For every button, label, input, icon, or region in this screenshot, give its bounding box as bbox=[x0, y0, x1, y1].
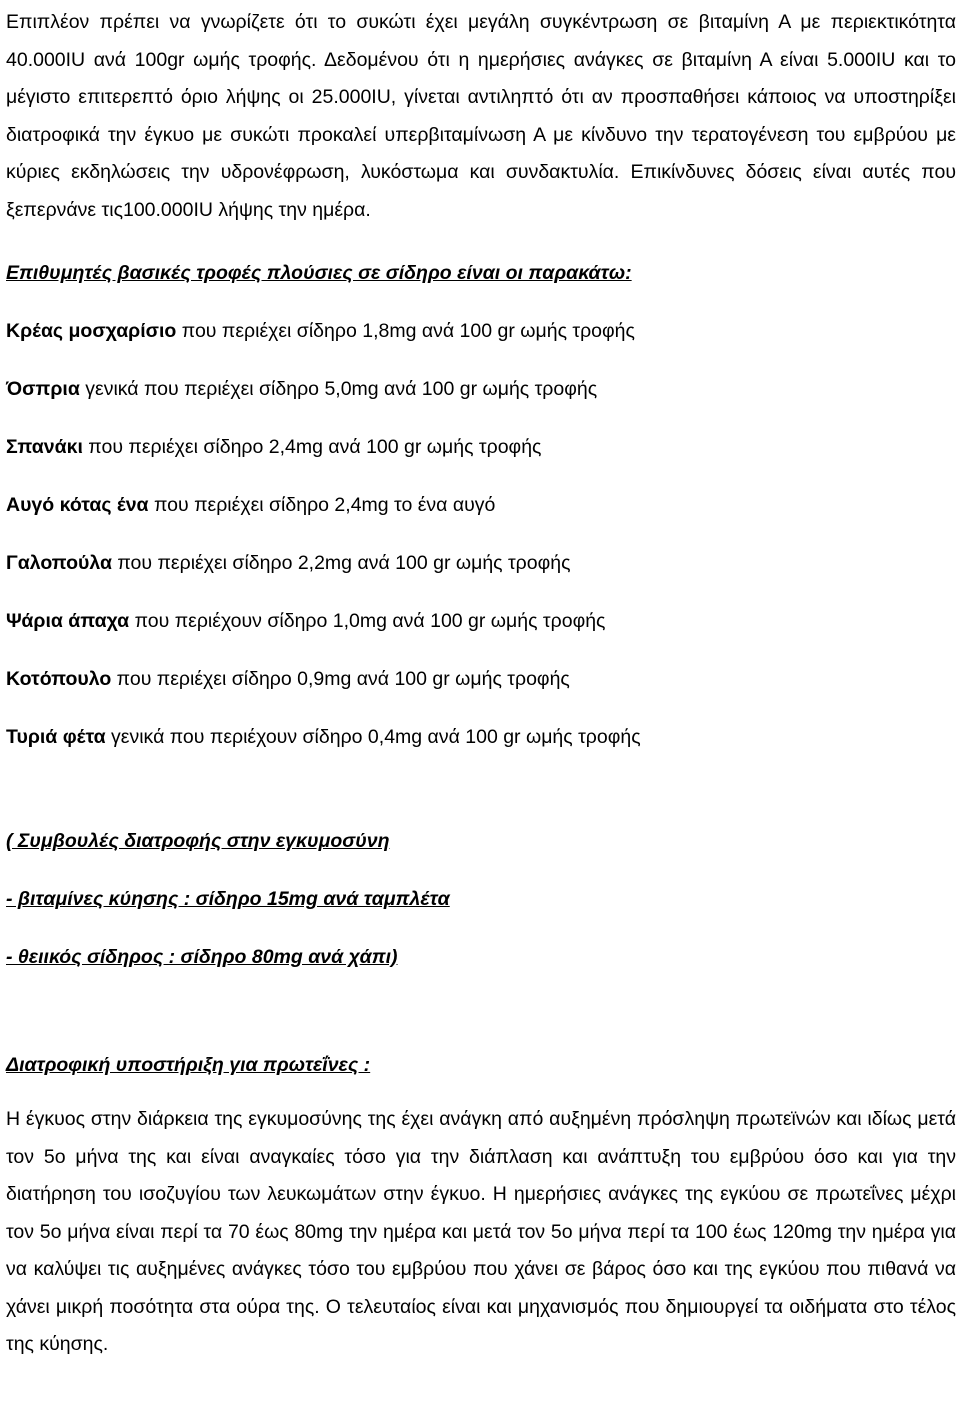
food-name: Σπανάκι bbox=[6, 436, 83, 458]
document-page bbox=[6, 0, 956, 1364]
advice-vitamins: - βιταμίνες κύησης : σίδηρο 15mg ανά ταμπλέτα bbox=[6, 888, 450, 910]
food-desc: που περιέχει σίδηρο 0,9mg ανά 100 gr ωμής τροφής bbox=[111, 668, 570, 690]
food-name: Όσπρια bbox=[6, 378, 80, 400]
protein-paragraph: Η έγκυος στην διάρκεια της εγκυμοσύνης της έχει ανάγκη από αυξημένη πρόσληψη πρωτεϊνών και ιδίως μετά τον 5ο μήνα της και είναι αναγκαίες τόσο για την διάπλαση και ανάπτυξη του εμβρύου όσο και για την διατήρηση του ισοζυγίου των λευκωμάτων στην έγκυο. Η ημερήσιες ανάγκες της εγκύου σε πρωτεΐνες μέχρι τον 5ο μήνα είναι περί τα 70 έως 80mg την ημέρα και μετά τον 5ο μήνα περί τα 100 έως 120mg την ημέρα για να καλύψει τις αυξημένες ανάγκες τόσο του εμβρύου που χάνει σε βάρος όσο και της εγκύου που πιθανά να χάνει μικρή ποσότητα στα ούρα της. Ο τελευταίος είναι και μηχανισμός που δημιουργεί τα οιδήματα στο τέλος της κύησης. bbox=[6, 1108, 956, 1355]
food-item bbox=[6, 433, 956, 491]
food-desc: που περιέχει σίδηρο 2,4mg ανά 100 gr ωμής τροφής bbox=[82, 436, 542, 458]
protein-heading: Διατροφική υποστήριξη για πρωτεΐνες : bbox=[6, 1054, 371, 1076]
food-desc: γενικά που περιέχουν σίδηρο 0,4mg ανά 100 gr ωμής τροφής bbox=[105, 726, 641, 748]
food-desc: γενικά που περιέχει σίδηρο 5,0mg ανά 100 gr ωμής τροφής bbox=[79, 378, 598, 400]
intro-paragraph: Επιπλέον πρέπει να γνωρίζετε ότι το συκώτι έχει μεγάλη συγκέντρωση σε βιταμίνη Α με περιεκτικότητα 40.000IU ανά 100gr ωμής τροφής. Δεδομένου ότι η ημερήσιες ανάγκες σε βιταμίνη Α είναι 5.000IU και το μέγιστο επιτερεπτό όριο λήψης οι 25.000IU, γίνεται αντιληπτό ότι αν προσπαθήσει κάποιος να υποστηρίξει διατροφικά την έγκυο με συκώτι προκαλεί υπερβιταμίνωση Α με κίνδυνο την τερατογένεση του εμβρύου με κύριες εκδηλώσεις την υδρονέφρωση, λυκόστωμα και συνδακτυλία. Επικίνδυνες δόσεις είναι αυτές που ξεπερνάνε τις100.000IU λήψης την ημέρα. bbox=[6, 11, 956, 221]
iron-foods-heading: Επιθυμητές βασικές τροφές πλούσιες σε σίδηρο είναι οι παρακάτω: bbox=[6, 262, 632, 284]
food-name: Γαλοπούλα bbox=[6, 552, 112, 574]
advice-title: ( Συμβουλές διατροφής στην εγκυμοσύνη bbox=[6, 830, 390, 852]
food-item bbox=[6, 607, 956, 665]
food-item bbox=[6, 549, 956, 607]
food-item bbox=[6, 723, 956, 781]
food-desc: που περιέχει σίδηρο 2,4mg το ένα αυγό bbox=[148, 494, 496, 516]
food-item bbox=[6, 491, 956, 549]
advice-iron-sulfate: - θειικός σίδηρος : σίδηρο 80mg ανά χάπι) bbox=[6, 946, 398, 968]
food-name: Ψάρια άπαχα bbox=[6, 610, 130, 632]
food-name: Αυγό κότας ένα bbox=[6, 494, 149, 516]
food-item bbox=[6, 375, 956, 433]
food-name: Τυριά φέτα bbox=[6, 726, 106, 748]
food-desc: που περιέχει σίδηρο 2,2mg ανά 100 gr ωμής τροφής bbox=[111, 552, 571, 574]
food-item bbox=[6, 665, 956, 723]
food-desc: που περιέχουν σίδηρο 1,0mg ανά 100 gr ωμής τροφής bbox=[129, 610, 606, 632]
food-name: Κρέας μοσχαρίσιο bbox=[6, 320, 177, 342]
iron-foods-list bbox=[6, 317, 956, 781]
food-name: Κοτόπουλο bbox=[6, 668, 112, 690]
food-item bbox=[6, 317, 956, 375]
advice-block bbox=[6, 827, 956, 1001]
food-desc: που περιέχει σίδηρο 1,8mg ανά 100 gr ωμής τροφής bbox=[176, 320, 635, 342]
